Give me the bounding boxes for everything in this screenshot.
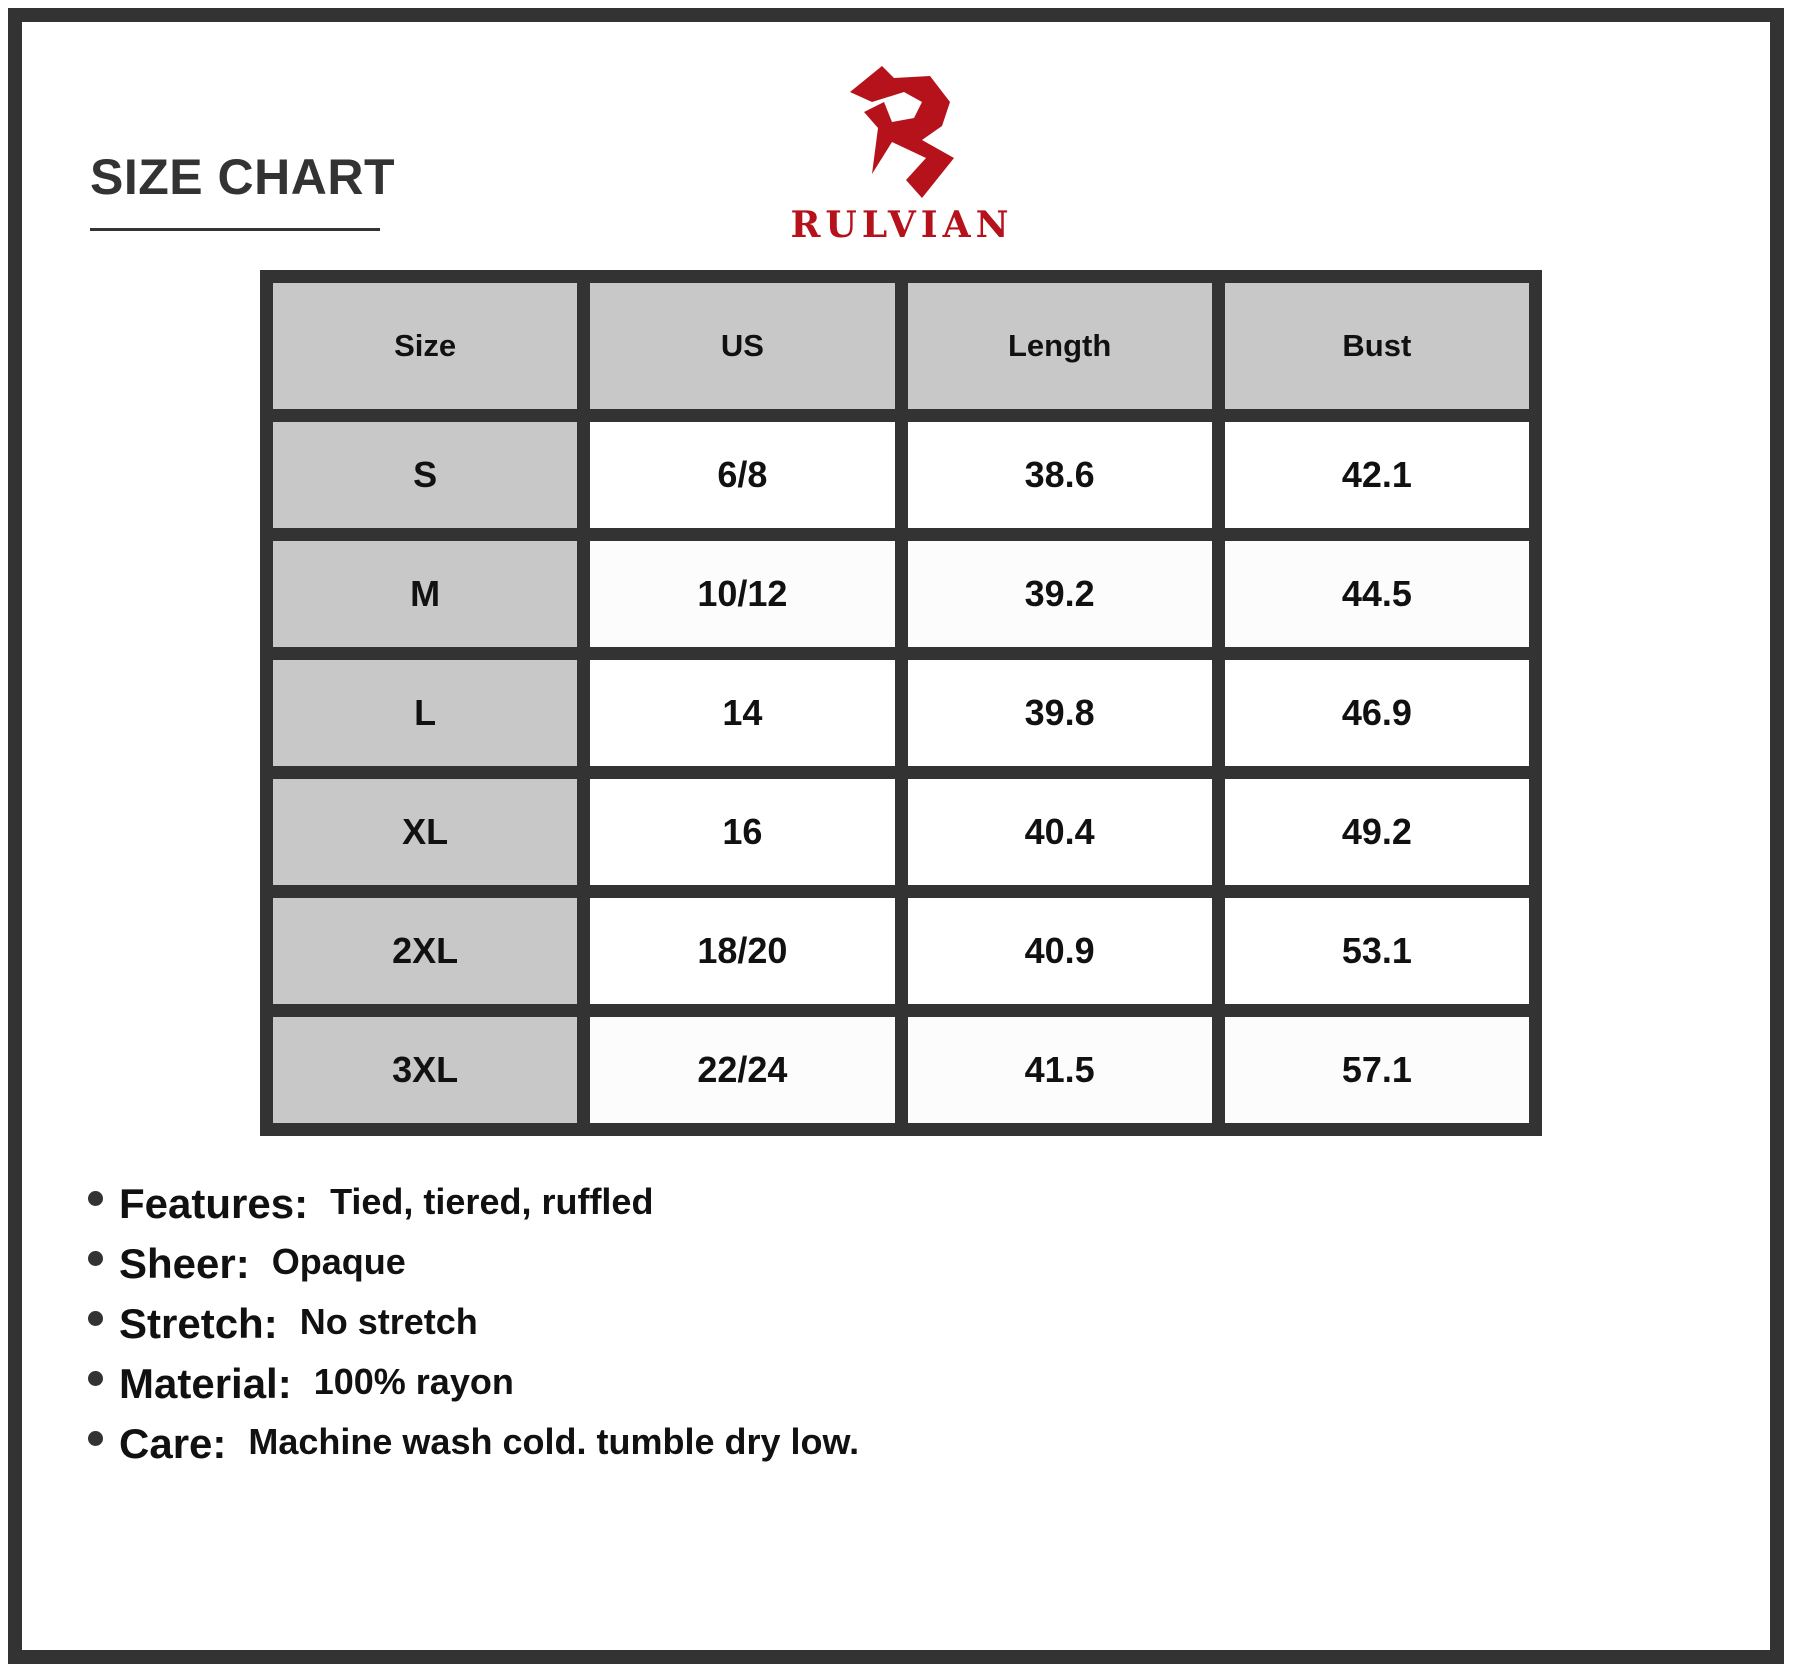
- cell-us: 14: [590, 660, 894, 766]
- r-monogram-icon: [842, 62, 962, 202]
- spec-value: 100% rayon: [313, 1361, 514, 1402]
- cell-length: 41.5: [908, 1017, 1212, 1123]
- spec-material: [88, 1360, 859, 1420]
- cell-size: 3XL: [273, 1017, 577, 1123]
- spec-value: Opaque: [271, 1241, 406, 1282]
- cell-bust: 42.1: [1225, 422, 1529, 528]
- cell-bust: 44.5: [1225, 541, 1529, 647]
- spec-label: Features:: [119, 1180, 309, 1227]
- page-title: SIZE CHART: [90, 149, 395, 205]
- cell-us: 22/24: [590, 1017, 894, 1123]
- bullet-icon: [88, 1431, 103, 1446]
- spec-features: [88, 1180, 859, 1240]
- title-underline: [90, 228, 380, 231]
- table-row: [273, 779, 1529, 885]
- cell-us: 6/8: [590, 422, 894, 528]
- table-header-row: [273, 283, 1529, 409]
- spec-label: Stretch:: [119, 1300, 278, 1347]
- cell-us: 18/20: [590, 898, 894, 1004]
- spec-value: Tied, tiered, ruffled: [330, 1181, 654, 1222]
- spec-value: Machine wash cold. tumble dry low.: [248, 1421, 860, 1462]
- table-row: [273, 660, 1529, 766]
- cell-bust: 49.2: [1225, 779, 1529, 885]
- spec-care: [88, 1420, 859, 1480]
- table-row: [273, 1017, 1529, 1123]
- spec-sheer: [88, 1240, 859, 1300]
- table-row: [273, 898, 1529, 1004]
- cell-bust: 53.1: [1225, 898, 1529, 1004]
- cell-us: 16: [590, 779, 894, 885]
- cell-size: XL: [273, 779, 577, 885]
- cell-size: L: [273, 660, 577, 766]
- header-size: Size: [273, 283, 577, 409]
- cell-length: 40.4: [908, 779, 1212, 885]
- brand-logo: [780, 62, 1024, 254]
- spec-label: Care:: [119, 1420, 227, 1467]
- header-us: US: [590, 283, 894, 409]
- bullet-icon: [88, 1191, 103, 1206]
- table-row: [273, 541, 1529, 647]
- bullet-icon: [88, 1251, 103, 1266]
- spec-stretch: [88, 1300, 859, 1360]
- spec-value: No stretch: [299, 1301, 478, 1342]
- cell-bust: 57.1: [1225, 1017, 1529, 1123]
- cell-size: 2XL: [273, 898, 577, 1004]
- brand-name: RULVIAN: [790, 204, 1014, 246]
- cell-length: 40.9: [908, 898, 1212, 1004]
- cell-us: 10/12: [590, 541, 894, 647]
- cell-size: M: [273, 541, 577, 647]
- cell-length: 39.8: [908, 660, 1212, 766]
- bullet-icon: [88, 1311, 103, 1326]
- header-length: Length: [908, 283, 1212, 409]
- size-table: [260, 270, 1542, 1136]
- cell-length: 38.6: [908, 422, 1212, 528]
- product-specs: [88, 1180, 859, 1480]
- spec-label: Material:: [119, 1360, 292, 1407]
- table-row: [273, 422, 1529, 528]
- cell-length: 39.2: [908, 541, 1212, 647]
- header-bust: Bust: [1225, 283, 1529, 409]
- cell-size: S: [273, 422, 577, 528]
- bullet-icon: [88, 1371, 103, 1386]
- spec-label: Sheer:: [119, 1240, 250, 1287]
- cell-bust: 46.9: [1225, 660, 1529, 766]
